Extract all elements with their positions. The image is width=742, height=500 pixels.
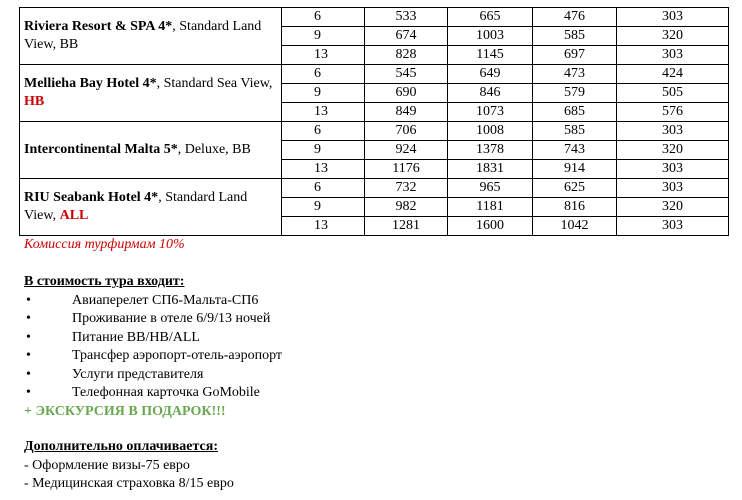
price-cell: 982 [365, 198, 448, 217]
hotel-name: Riviera Resort & SPA 4* [24, 19, 173, 34]
price-cell: 665 [448, 8, 533, 27]
price-cell: 476 [533, 8, 617, 27]
price-cell: 585 [533, 27, 617, 46]
price-cell: 1378 [448, 141, 533, 160]
nights-cell: 13 [282, 160, 365, 179]
nights-cell: 13 [282, 46, 365, 65]
price-cell: 828 [365, 46, 448, 65]
price-cell: 576 [617, 103, 729, 122]
price-cell: 1181 [448, 198, 533, 217]
price-cell: 505 [617, 84, 729, 103]
price-cell: 303 [617, 46, 729, 65]
price-cell: 816 [533, 198, 617, 217]
price-cell: 1003 [448, 27, 533, 46]
price-cell: 303 [617, 8, 729, 27]
nights-cell: 6 [282, 65, 365, 84]
bullet-icon: • [26, 385, 31, 400]
table-row [20, 8, 729, 27]
price-cell: 625 [533, 179, 617, 198]
price-cell: 914 [533, 160, 617, 179]
price-table [19, 7, 729, 236]
price-cell: 1145 [448, 46, 533, 65]
nights-cell: 13 [282, 217, 365, 236]
bullet-icon: • [26, 329, 31, 345]
extra-item: - Медицинская страховка 8/15 евро [24, 476, 234, 491]
price-cell: 320 [617, 198, 729, 217]
nights-cell: 9 [282, 27, 365, 46]
hotel-description: , Deluxe, BB [177, 142, 251, 157]
commission-note: Комиссия турфирмам 10% [24, 237, 185, 252]
hotel-cell [20, 179, 282, 236]
price-cell: 697 [533, 46, 617, 65]
list-item-text: Проживание в отеле 6/9/13 ночей [72, 311, 271, 326]
hotel-description: , Standard Sea View, [156, 76, 273, 91]
list-item [24, 366, 226, 385]
price-cell: 585 [533, 122, 617, 141]
price-cell: 965 [448, 179, 533, 198]
list-item [24, 310, 271, 329]
meal-plan-highlight: ALL [59, 208, 89, 223]
hotel-name: Mellieha Bay Hotel 4* [24, 76, 157, 91]
price-cell: 1600 [448, 217, 533, 236]
extra-item: - Оформление визы-75 евро [24, 457, 190, 473]
price-cell: 473 [533, 65, 617, 84]
bullet-icon: • [26, 311, 31, 326]
price-cell: 674 [365, 27, 448, 46]
extra-heading: Дополнительно оплачивается: [24, 439, 219, 454]
bullet-icon: • [26, 348, 31, 363]
list-item [24, 292, 259, 311]
nights-cell: 9 [282, 84, 365, 103]
hotel-cell [20, 65, 282, 122]
price-cell: 303 [617, 160, 729, 179]
price-cell: 545 [365, 65, 448, 84]
price-cell: 320 [617, 141, 729, 160]
table-row [20, 179, 729, 198]
list-item-text: Питание BB/HB/ALL [72, 329, 200, 345]
price-cell: 846 [448, 84, 533, 103]
included-list [24, 292, 283, 403]
price-cell: 1831 [448, 160, 533, 179]
nights-cell: 6 [282, 122, 365, 141]
price-cell: 706 [365, 122, 448, 141]
price-cell: 579 [533, 84, 617, 103]
included-section [24, 273, 283, 421]
hotel-cell [20, 122, 282, 179]
hotel-name: RIU Seabank Hotel 4* [24, 190, 159, 205]
list-item [24, 347, 283, 366]
included-heading: В стоимость тура входит: [24, 274, 185, 289]
nights-cell: 6 [282, 8, 365, 27]
price-cell: 533 [365, 8, 448, 27]
table-row [20, 65, 729, 84]
price-cell: 424 [617, 65, 729, 84]
hotel-description: , Standard Land View, BB [24, 19, 262, 52]
list-item-text: Авиаперелет СП6-Мальта-СП6 [72, 292, 259, 308]
hotel-description: , Standard Land View, [24, 190, 248, 223]
price-cell: 1008 [448, 122, 533, 141]
extra-section [24, 438, 234, 494]
price-cell: 1073 [448, 103, 533, 122]
price-cell: 690 [365, 84, 448, 103]
nights-cell: 9 [282, 141, 365, 160]
price-cell: 849 [365, 103, 448, 122]
list-item-text: Услуги представителя [72, 366, 204, 382]
list-item [24, 384, 260, 403]
price-cell: 743 [533, 141, 617, 160]
price-cell: 924 [365, 141, 448, 160]
bullet-icon: • [26, 366, 31, 382]
price-cell: 732 [365, 179, 448, 198]
bullet-icon: • [26, 292, 31, 308]
table-row [20, 122, 729, 141]
gift-line: + ЭКСКУРСИЯ В ПОДАРОК!!! [24, 403, 226, 419]
price-cell: 303 [617, 217, 729, 236]
list-item-text: Телефонная карточка GoMobile [72, 385, 260, 400]
price-cell: 303 [617, 122, 729, 141]
price-cell: 1042 [533, 217, 617, 236]
price-cell: 1176 [365, 160, 448, 179]
price-cell: 320 [617, 27, 729, 46]
hotel-name: Intercontinental Malta 5* [24, 142, 178, 157]
nights-cell: 9 [282, 198, 365, 217]
price-cell: 303 [617, 179, 729, 198]
hotel-cell [20, 8, 282, 65]
price-cell: 685 [533, 103, 617, 122]
price-cell: 649 [448, 65, 533, 84]
nights-cell: 6 [282, 179, 365, 198]
meal-plan-highlight: HB [24, 94, 45, 109]
list-item [24, 329, 226, 348]
price-cell: 1281 [365, 217, 448, 236]
list-item-text: Трансфер аэропорт-отель-аэропорт [72, 348, 283, 363]
nights-cell: 13 [282, 103, 365, 122]
